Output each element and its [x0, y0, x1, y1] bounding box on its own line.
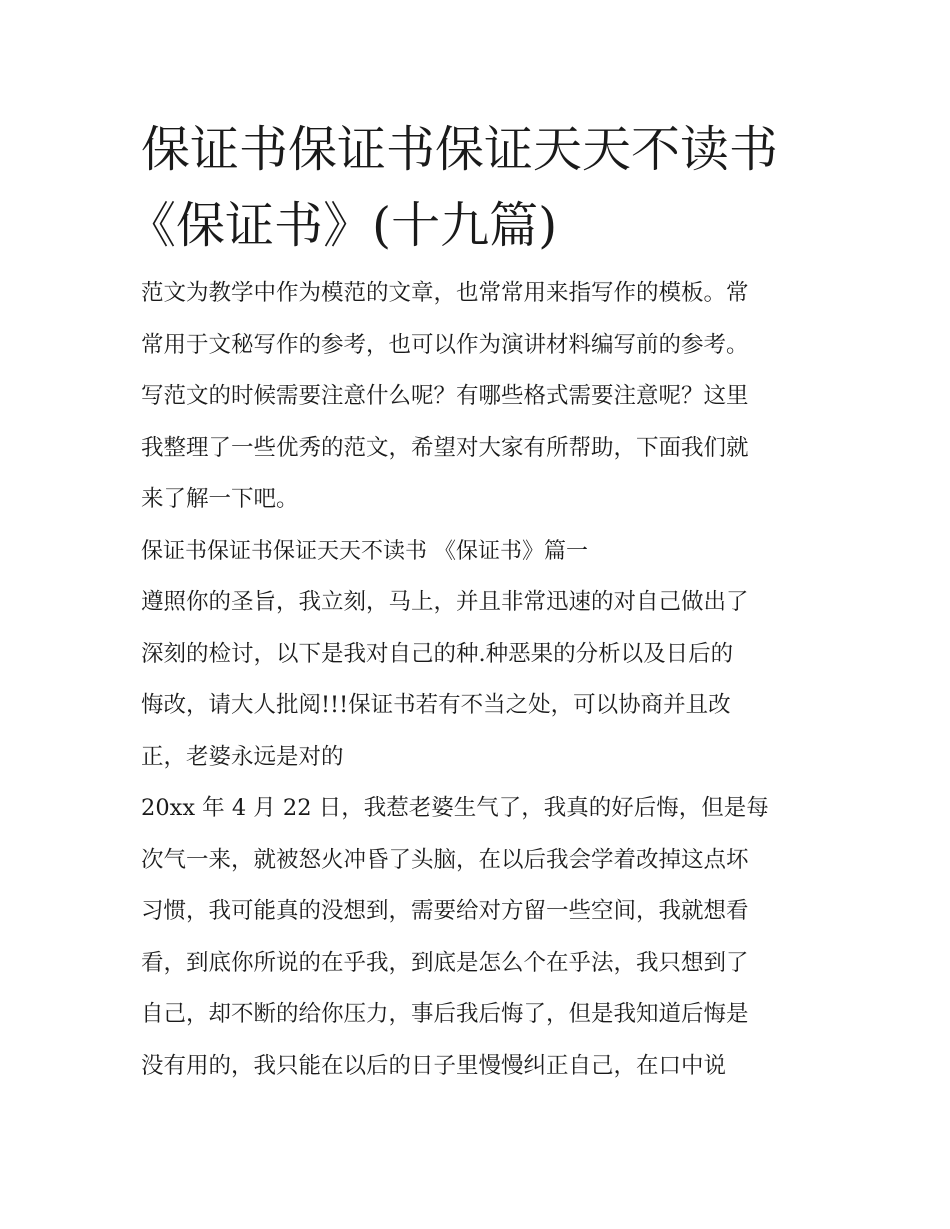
text-line: 看，到底你所说的在乎我，到底是怎么个在乎法，我只想到了 [141, 949, 749, 976]
text-line: 遵照你的圣旨，我立刻，马上，并且非常迅速的对自己做出了 [141, 589, 749, 615]
text-line: 习惯，我可能真的没想到，需要给对方留一些空间，我就想看 [141, 898, 749, 924]
text-line: 20xx 年 4 月 22 日，我惹老婆生气了，我真的好后悔，但是每 [141, 795, 769, 821]
text-line: 悔改，请大人批阅!!!保证书若有不当之处，可以协商并且改 [141, 692, 731, 718]
text-line: 范文为教学中作为模范的文章，也常常用来指写作的模板。常 [141, 280, 749, 306]
document-body [141, 268, 821, 1092]
text-line: 写范文的时候需要注意什么呢？有哪些格式需要注意呢？这里 [141, 383, 749, 409]
text-line: 常用于文秘写作的参考，也可以作为演讲材料编写前的参考。 [141, 331, 749, 358]
document-title [127, 112, 821, 264]
text-line: 我整理了一些优秀的范文，希望对大家有所帮助，下面我们就 [141, 434, 749, 461]
text-line: 来了解一下吧。 [141, 486, 299, 512]
section-heading: 保证书保证书保证天天不读书 《保证书》篇一 [141, 538, 588, 564]
title-line-1: 保证书保证书保证天天不读书 [141, 121, 779, 178]
text-line: 深刻的检讨，以下是我对自己的种.种恶果的分析以及日后的 [141, 640, 734, 667]
text-line: 没有用的，我只能在以后的日子里慢慢纠正自己，在口中说 [141, 1052, 727, 1079]
text-line: 正，老婆永远是对的 [141, 743, 344, 770]
text-line: 自己，却不断的给你压力，事后我后悔了，但是我知道后悔是 [141, 1001, 749, 1027]
text-line: 次气一来，就被怒火冲昏了头脑，在以后我会学着改掉这点坏 [141, 846, 749, 873]
title-line-2: 《保证书》(十九篇) [127, 197, 558, 254]
document-page [127, 112, 821, 1092]
